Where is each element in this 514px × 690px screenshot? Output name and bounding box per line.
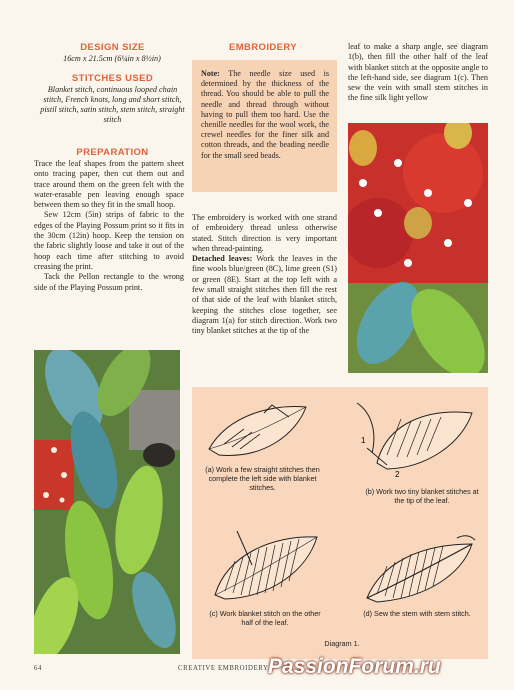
detached-leaves-label: Detached leaves: (192, 254, 253, 264)
right-column-text: leaf to make a sharp angle, see diagram 1(b), then fill the other half of the leaf with blanket stitch at the opposite angle to the left-hand side, see diagram 1(c). Then sew the vein with small stem stitches in the fine silk light yellow (348, 42, 488, 103)
embroidery-photo-left (34, 350, 180, 654)
diagram-leaf-c (207, 525, 322, 605)
caption-c: (c) Work blanket stitch on the other half of the leaf. (209, 609, 321, 627)
embroidery-heading: EMBROIDERY (228, 42, 298, 53)
page-number: 64 (34, 665, 42, 672)
embroidery-photo-right (348, 123, 488, 373)
note-label: Note: (201, 69, 220, 78)
diagram-leaf-a (204, 399, 314, 469)
caption-a: (a) Work a few straight stitches then complete the left side with blanket stitches. (205, 465, 320, 492)
embroidery-paragraph-1: The embroidery is worked with one strand of embroidery thread unless otherwise stated. Stitch direction is very important when thread-painting. (192, 213, 337, 253)
embroidery-text (192, 213, 337, 337)
preparation-paragraph-2: Sew 12cm (5in) strips of fabric to the edges of the Playing Possum print so it fits in the 30cm (12in) hoop. Keep the tension on the fabric slightly loose and take it out of the hoop each time after stitching to avoid creasing the print. (34, 210, 184, 271)
diagram-title: Diagram 1. (324, 639, 360, 648)
diagram-1 (192, 387, 488, 659)
diagram-leaf-d (357, 532, 477, 607)
preparation-paragraph-3: Tack the Pellon rectangle to the wrong side of the Playing Possum print. (34, 272, 184, 292)
diagram-label-2: 2 (395, 470, 400, 478)
embroidered-flower-image (348, 123, 488, 373)
footer-magazine-title: CREATIVE EMBROIDERY (178, 665, 269, 672)
watermark: PassionForum.ru (268, 655, 441, 678)
preparation-heading: PREPARATION (76, 147, 149, 158)
stitches-used-heading: STITCHES USED (71, 73, 154, 84)
note-text: The needle size used is determined by the thickness of the thread. You should be able to pull the needle and thread through without having to pull them too hard. Use the chenille needles for the wool work, the crewel needles for the finer silk and cotton threads, and the beading needle for the small seed beads. (201, 69, 329, 160)
design-size-value: 16cm x 21.5cm (6¼in x 8½in) (63, 54, 161, 63)
preparation-text (34, 159, 184, 293)
embroidered-leaves-image (34, 350, 180, 654)
diagram-leaf-b (357, 393, 477, 478)
diagram-label-1: 1 (361, 436, 366, 445)
caption-b: (b) Work two tiny blanket stitches at the tip of the leaf. (365, 487, 479, 505)
note-box (192, 60, 337, 192)
preparation-paragraph-1: Trace the leaf shapes from the pattern sheet onto tracing paper, then cut them out and trace around them on the green felt with the water-erasable pen leaving enough space between them so they fit in the small hoop. (34, 159, 184, 210)
caption-d: (d) Sew the stem with stem stitch. (363, 609, 471, 618)
detached-leaves-text: Work the leaves in the fine wools blue/green (8C), lime green (S1) or green (8E). Start at the top left with a few small straight stitches then fill the rest of that side of the leaf with blanket stitch, keeping the stitches close together, see diagram 1(a) for stitch direction. Work two tiny blanket stitches at the tip of the (192, 254, 337, 336)
stitches-used-text: Blanket stitch, continuous looped chain stitch, French knots, long and short stitch, pistil stitch, satin stitch, stem stitch, straight stitch (40, 85, 185, 124)
design-size-heading: DESIGN SIZE (80, 42, 145, 53)
